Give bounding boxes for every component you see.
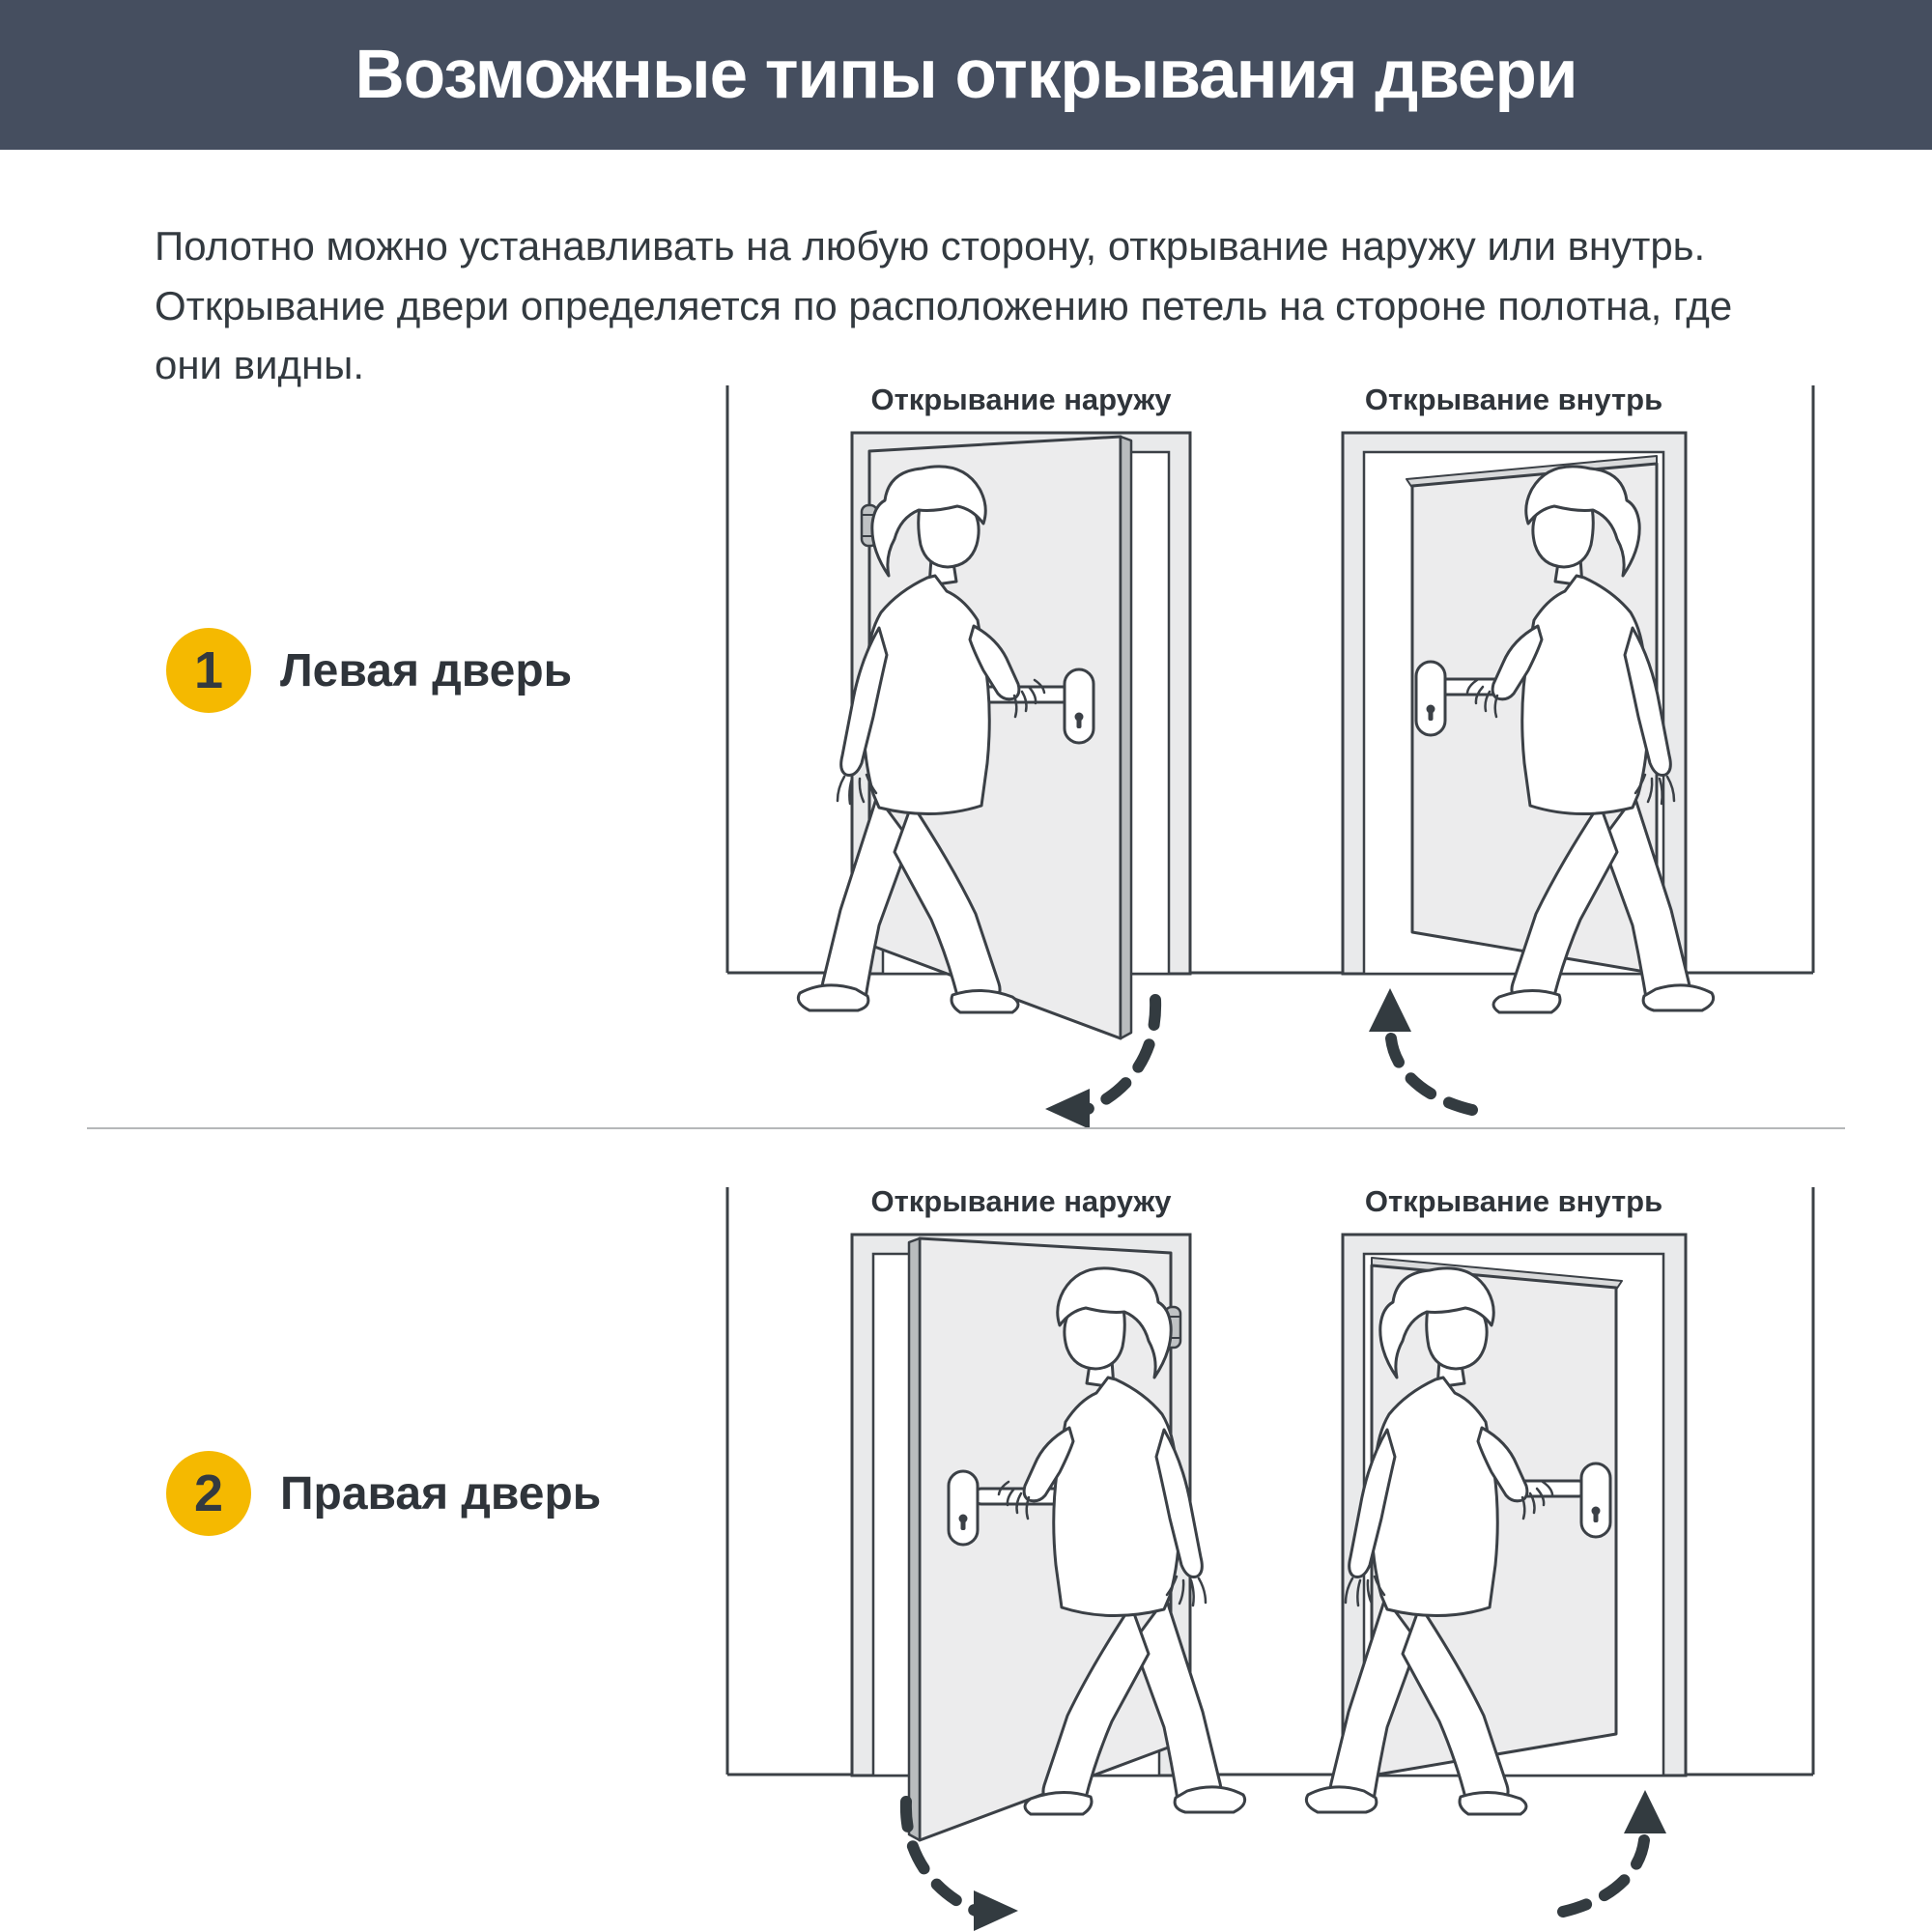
swing-arrow xyxy=(1563,1790,1666,1912)
section-title: Левая дверь xyxy=(280,644,573,696)
section-left-door-heading xyxy=(166,628,572,713)
section-divider xyxy=(87,1127,1845,1129)
step-number: 1 xyxy=(193,641,224,699)
doorway-outward xyxy=(852,1235,1245,1931)
section-title: Правая дверь xyxy=(280,1467,602,1520)
intro-text: Полотно можно устанавливать на любую сторону, открывание наружу или внутрь. Открывание двери определяется по расположению петель на стороне полотна, где они видны. xyxy=(155,223,1733,388)
step-badge xyxy=(166,628,251,713)
page-title: Возможные типы открывания двери xyxy=(355,37,1577,113)
diagram-label-inward: Открывание внутрь xyxy=(1364,383,1663,416)
step-badge xyxy=(166,1451,251,1536)
door-scene-right xyxy=(724,1174,1816,1932)
step-number: 2 xyxy=(193,1464,224,1522)
swing-arrow xyxy=(1369,988,1472,1110)
door-scene-left xyxy=(724,372,1816,1135)
section-right-door-heading xyxy=(166,1451,601,1536)
doorway-outward xyxy=(798,433,1190,1129)
doorway-inward xyxy=(1306,1235,1686,1912)
diagram-label-outward: Открывание наружу xyxy=(870,383,1172,416)
doorway-inward xyxy=(1343,433,1714,1110)
diagram-label-outward: Открывание наружу xyxy=(870,1184,1172,1218)
page-header xyxy=(0,0,1932,150)
diagram-label-inward: Открывание внутрь xyxy=(1364,1184,1663,1218)
